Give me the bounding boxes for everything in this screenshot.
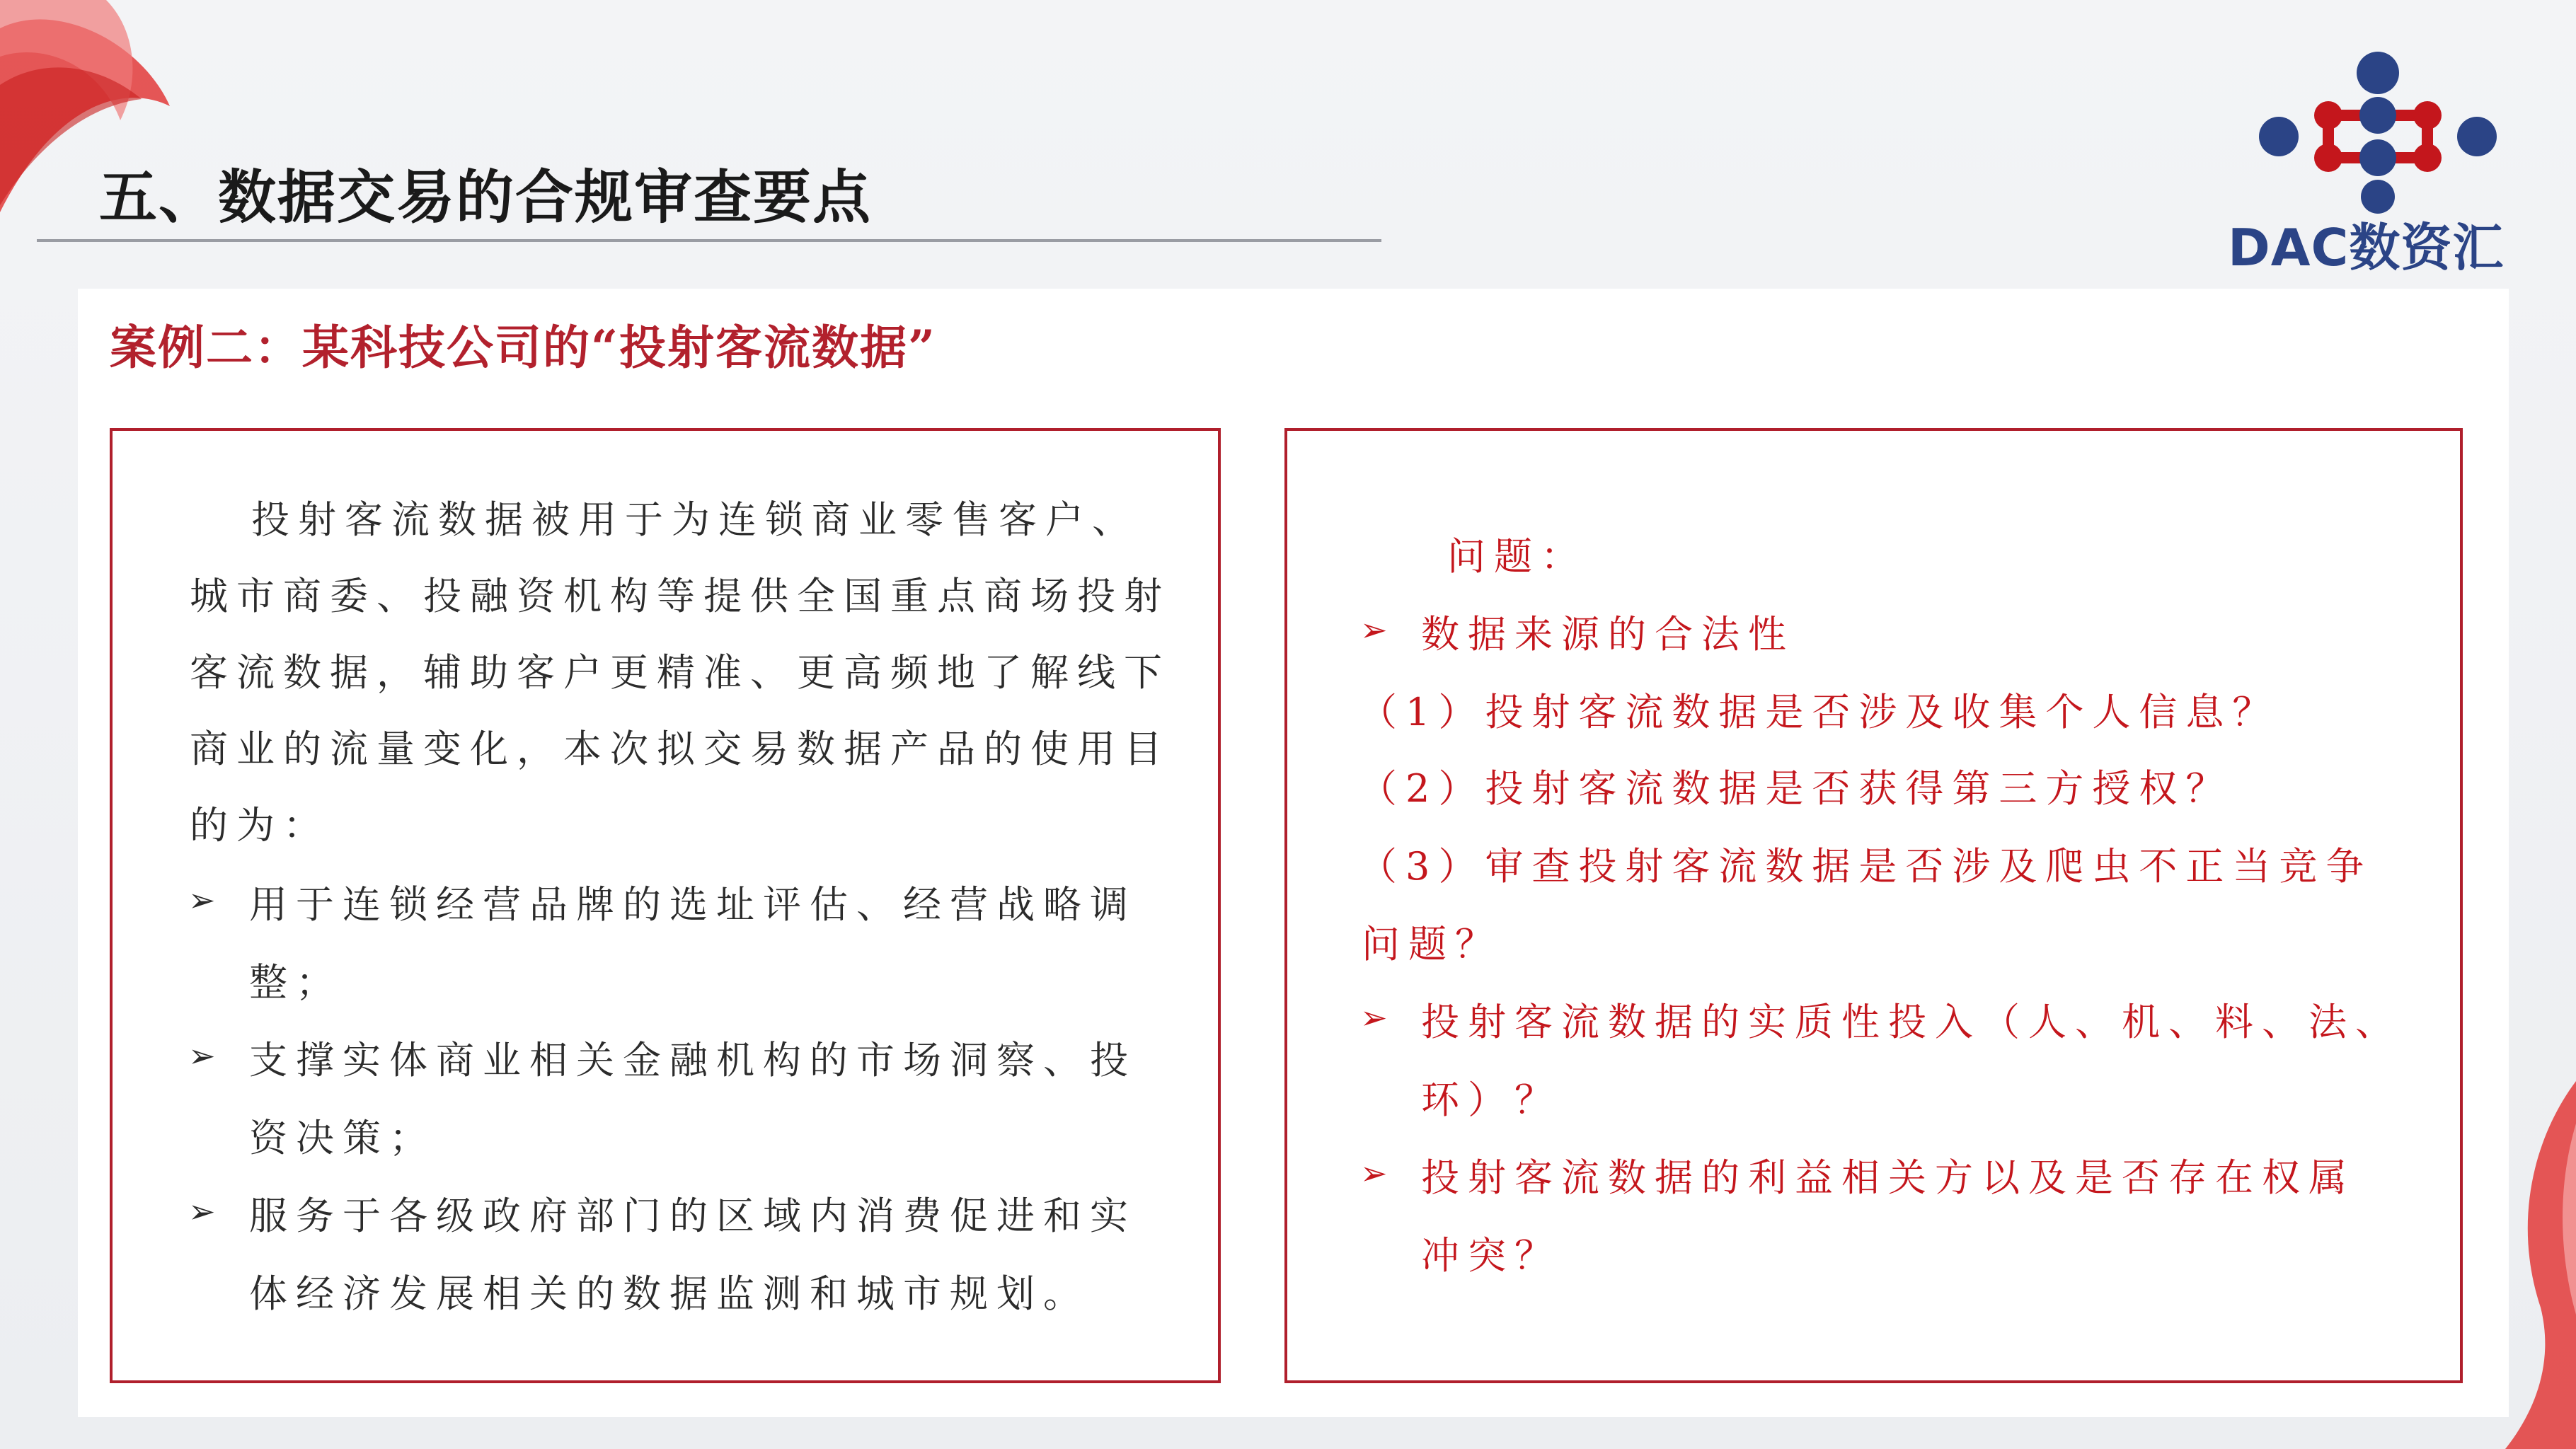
- description-line: 商业的流量变化，本次拟交易数据产品的使用目: [190, 727, 1171, 771]
- usage-bullet-line: 资决策；: [249, 1116, 436, 1160]
- arrowhead-bullet-icon: ➢: [1360, 611, 1388, 649]
- usage-bullet-line: 支撑实体商业相关金融机构的市场洞察、投: [249, 1038, 1137, 1083]
- usage-bullet-line: 用于连锁经营品牌的选址评估、经营战略调: [249, 882, 1137, 927]
- arrowhead-bullet-icon: ➢: [188, 1192, 216, 1230]
- arrowhead-bullet-icon: ➢: [188, 881, 216, 919]
- arrowhead-bullet-icon: ➢: [1360, 998, 1388, 1037]
- arrowhead-bullet-icon: ➢: [188, 1037, 216, 1075]
- question-sub-item: （1）投射客流数据是否涉及收集个人信息？: [1359, 690, 2279, 734]
- title-underline: [37, 239, 1381, 242]
- arrowhead-bullet-icon: ➢: [1360, 1154, 1388, 1192]
- usage-bullet-line: 整；: [249, 960, 343, 1005]
- description-line: 客流数据，辅助客户更精准、更高频地了解线下: [190, 650, 1171, 695]
- question-bullet-line: 环）？: [1421, 1078, 1561, 1122]
- description-line: 投射客流数据被用于为连锁商业零售客户、: [251, 497, 1139, 542]
- case-title: 案例二：某科技公司的“投射客流数据”: [110, 320, 936, 375]
- question-sub-item: （2）投射客流数据是否获得第三方授权？: [1359, 766, 2233, 811]
- description-line: 的为：: [190, 803, 330, 848]
- question-bullet-line: 数据来源的合法性: [1421, 612, 1795, 657]
- usage-bullet-line: 服务于各级政府部门的区域内消费促进和实: [249, 1194, 1137, 1238]
- question-bullet-line: 投射客流数据的实质性投入（人、机、料、法、: [1421, 1000, 2402, 1044]
- page-title: 五、数据交易的合规审查要点: [99, 164, 873, 231]
- usage-bullet-line: 体经济发展相关的数据监测和城市规划。: [249, 1271, 1090, 1316]
- question-bullet-line: 投射客流数据的利益相关方以及是否存在权属: [1421, 1155, 2355, 1200]
- logo-wordmark: DAC数资汇: [2228, 218, 2505, 277]
- questions-heading: 问题：: [1447, 534, 1587, 579]
- question-sub-item: （3）审查投射客流数据是否涉及爬虫不正当竞争: [1359, 844, 2373, 889]
- description-line: 城市商委、投融资机构等提供全国重点商场投射: [190, 574, 1171, 618]
- question-sub-item: 问题？: [1362, 922, 1502, 966]
- question-bullet-line: 冲突？: [1421, 1233, 1561, 1278]
